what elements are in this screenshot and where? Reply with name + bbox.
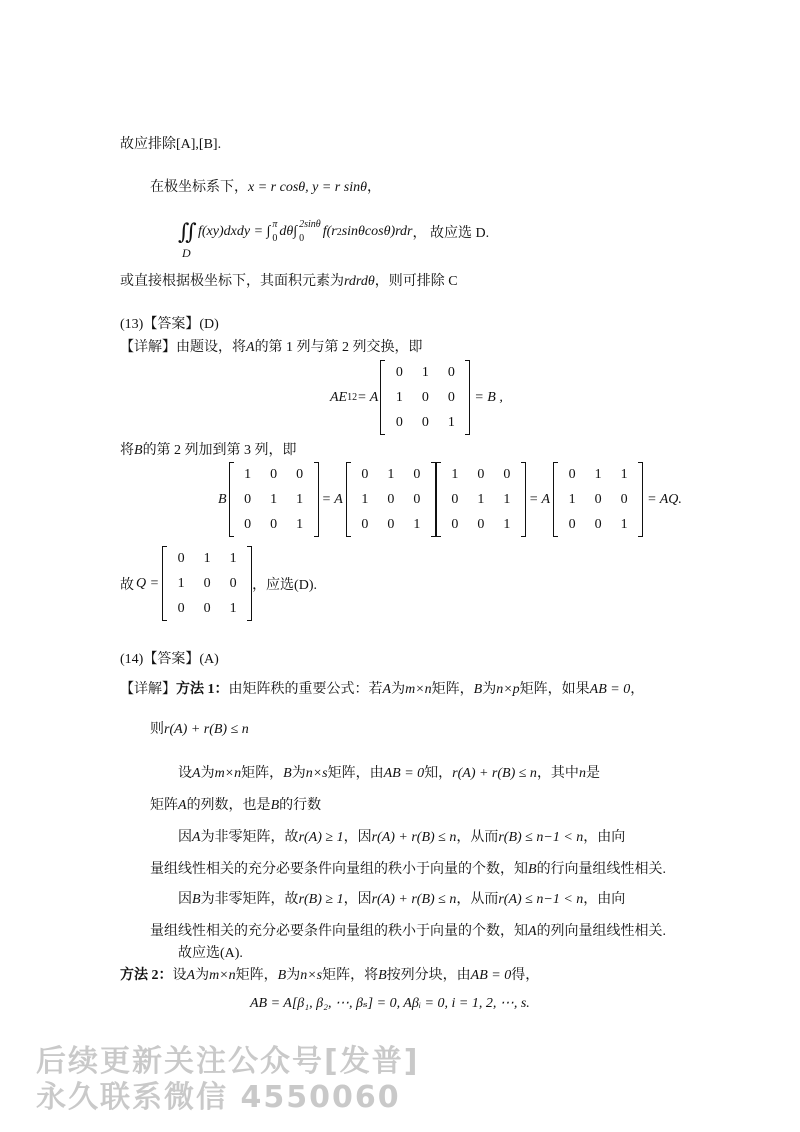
matrix-cell: 1: [177, 575, 185, 591]
answer-heading: (13)【答案】(D): [120, 317, 219, 332]
text: 的列数，也是: [186, 798, 271, 813]
matrix-cell: 1: [503, 491, 511, 507]
text: 【详解】由题设，将: [120, 340, 246, 355]
var: n×s: [300, 968, 323, 983]
matrix-cell: 1: [229, 550, 237, 566]
text-line: 故应排除[A],[B].: [120, 137, 222, 152]
matrix-cell: 1: [229, 600, 237, 616]
text: 的第 1 列与第 2 列交换，即: [254, 340, 423, 355]
formula: r(B) ≤ n−1 < n: [498, 830, 584, 845]
matrix-cell: 1: [296, 516, 304, 532]
text-line: [150, 796, 321, 816]
var: B: [283, 766, 292, 781]
text: ，因: [343, 830, 372, 845]
formula: Q =: [136, 575, 160, 591]
text: 的行向量组线性相关.: [536, 862, 667, 877]
text: 量组线性相关的充分必要条件向量组的秩小于向量的个数，知: [150, 924, 528, 939]
matrix-cell: 1: [395, 389, 403, 405]
var: A: [186, 968, 196, 983]
matrix-cell: 0: [421, 389, 429, 405]
text: ， 故应选 D.: [412, 226, 490, 241]
formula: = A: [321, 491, 343, 507]
method-label: 方法 1：: [176, 682, 229, 697]
text: 在极坐标系下，: [150, 180, 248, 195]
formula: r(A) ≤ n−1 < n: [498, 892, 584, 907]
answer-heading: (14)【答案】(A): [120, 652, 219, 667]
text: 矩阵，: [241, 766, 284, 781]
formula: = AQ.: [647, 491, 682, 507]
text: 因: [178, 830, 192, 845]
matrix-cell: 1: [620, 466, 628, 482]
matrix-cell: 1: [447, 414, 455, 430]
text: 由矩阵秩的重要公式：若: [228, 682, 383, 697]
var: B: [378, 968, 387, 983]
matrix-cell: 1: [620, 516, 628, 532]
formula: AB = 0: [470, 968, 512, 983]
matrix-cell: 0: [229, 575, 237, 591]
text: 得，: [511, 968, 540, 983]
subscript: 12: [347, 392, 358, 403]
matrix-cell: 0: [503, 466, 511, 482]
text: 矩阵，由: [327, 766, 384, 781]
var: A: [178, 798, 187, 813]
matrix-cell: 0: [477, 516, 485, 532]
matrix-cell: 0: [413, 466, 421, 482]
text: 为: [482, 682, 497, 697]
formula: r(A) + r(B) ≤ n: [371, 830, 457, 845]
text-line: [178, 764, 600, 784]
formula: r(A) ≥ 1: [298, 830, 344, 845]
var: m×n: [405, 682, 432, 697]
text: ，则可排除 C: [374, 274, 458, 289]
text: 则: [150, 722, 164, 737]
matrix-cell: 0: [244, 491, 252, 507]
var: A: [382, 682, 392, 697]
text: ，从而: [456, 830, 499, 845]
matrix-cell: 1: [387, 466, 395, 482]
text: ，: [366, 180, 381, 195]
formula: rdrdθ: [344, 274, 375, 289]
matrix-cell: 0: [620, 491, 628, 507]
matrix-cell: 1: [296, 491, 304, 507]
formula: sinθcosθ)rdr: [341, 224, 413, 239]
text: 的第 2 列加到第 3 列，即: [142, 443, 297, 458]
method-label: 方法 2：: [120, 968, 173, 983]
formula: r(A) + r(B) ≤ n: [452, 766, 537, 781]
text-line: [150, 720, 249, 740]
matrix-equation: [218, 462, 682, 537]
exponent: 2: [336, 226, 342, 238]
text: 设: [172, 968, 187, 983]
matrix-cell: 0: [177, 550, 185, 566]
matrix-cell: 0: [270, 466, 278, 482]
text: 为: [286, 968, 301, 983]
formula: x = r cosθ, y = r sinθ: [248, 180, 367, 195]
var: B: [277, 968, 287, 983]
matrix-cell: 0: [594, 491, 602, 507]
text-line: [178, 828, 625, 848]
text: 将: [120, 443, 134, 458]
matrix-m4: [553, 462, 643, 537]
text: 设: [178, 766, 192, 781]
text: 或直接根据极坐标下，其面积元素为: [120, 274, 344, 289]
text-line: [120, 680, 644, 700]
matrix-cell: 0: [203, 600, 211, 616]
text-line: [150, 178, 381, 198]
matrix-q: [162, 546, 252, 621]
var: n×s: [305, 766, 328, 781]
matrix-cell: 1: [270, 491, 278, 507]
region-label: D: [182, 246, 191, 260]
matrix-cell: 0: [387, 491, 395, 507]
matrix-cell: 0: [270, 516, 278, 532]
matrix-cell: 1: [244, 466, 252, 482]
formula: r(A) + r(B) ≤ n: [371, 892, 457, 907]
text: 为: [291, 766, 306, 781]
var: A: [192, 766, 201, 781]
var: B: [192, 892, 201, 907]
double-integral-sign: ∬: [178, 219, 197, 244]
var: m×n: [214, 766, 242, 781]
matrix-cell: 0: [395, 414, 403, 430]
text: ，从而: [456, 892, 499, 907]
text: ，: [630, 682, 645, 697]
text: 为: [391, 682, 406, 697]
matrix-cell: 1: [477, 491, 485, 507]
matrix-m2: [346, 462, 436, 537]
text: 【详解】: [120, 682, 176, 697]
text: 知，: [424, 766, 453, 781]
text: 量组线性相关的充分必要条件向量组的秩小于向量的个数，知: [150, 862, 528, 877]
matrix-m1: [229, 462, 319, 537]
matrix-cell: 1: [503, 516, 511, 532]
var: m×n: [209, 968, 236, 983]
var: n×p: [496, 682, 520, 697]
matrix-cell: 0: [568, 466, 576, 482]
var: A: [192, 830, 201, 845]
formula: r(A) + r(B) ≤ n: [164, 722, 249, 737]
upper-limit: π: [272, 219, 278, 230]
formula: = A: [357, 389, 379, 405]
var: A: [246, 340, 255, 355]
matrix-cell: 1: [421, 364, 429, 380]
formula: f(xy)dxdy = ∫: [198, 224, 271, 239]
matrix-cell: 0: [387, 516, 395, 532]
matrix-cell: 0: [477, 466, 485, 482]
text-line: [150, 922, 666, 942]
matrix-cell: 0: [361, 516, 369, 532]
text: 的行数: [279, 798, 322, 813]
watermark-line: 永久联系微信 4550060: [36, 1080, 401, 1115]
matrix-cell: 0: [451, 516, 459, 532]
formula: = B ,: [474, 389, 503, 405]
matrix-cell: 0: [421, 414, 429, 430]
text-line: [120, 338, 423, 358]
text: 按列分块，由: [386, 968, 471, 983]
matrix-cell: 0: [594, 516, 602, 532]
text: 为: [195, 968, 210, 983]
text-line: [120, 441, 297, 461]
watermark-line: 后续更新关注公众号[发普]: [36, 1044, 420, 1079]
text-line: [120, 966, 539, 986]
text: 矩阵，如果: [519, 682, 590, 697]
text-line: [150, 860, 666, 880]
matrix-equation: [120, 546, 317, 621]
matrix-cell: 0: [451, 491, 459, 507]
var: A: [528, 924, 537, 939]
matrix-cell: 1: [413, 516, 421, 532]
var: n: [578, 766, 586, 781]
matrix-cell: 1: [568, 491, 576, 507]
matrix-cell: 0: [296, 466, 304, 482]
text: 矩阵，: [235, 968, 278, 983]
matrix-cell: 1: [203, 550, 211, 566]
matrix-cell: 1: [451, 466, 459, 482]
integral-equation: [178, 218, 490, 260]
formula-line: AB = A[β₁, β₂, ⋯, βₛ] = 0, Aβᵢ = 0, i = 1, 2, ⋯, s.: [250, 996, 530, 1011]
formula: = A: [528, 491, 551, 507]
var: B: [134, 443, 143, 458]
text: 矩阵，将: [322, 968, 379, 983]
var: AB = 0: [383, 766, 425, 781]
matrix-m3: [436, 462, 526, 537]
matrix-cell: 0: [177, 600, 185, 616]
matrix-cell: 0: [413, 491, 421, 507]
matrix-cell: 0: [203, 575, 211, 591]
lower-limit: 0: [272, 233, 278, 244]
formula: AE: [330, 389, 348, 405]
var: AB = 0: [589, 682, 631, 697]
text: ，应选(D).: [252, 577, 317, 593]
text: 矩阵: [150, 798, 178, 813]
text: 矩阵，: [431, 682, 474, 697]
formula: B: [218, 491, 227, 507]
formula: r(B) ≥ 1: [298, 892, 344, 907]
text-line: [120, 272, 458, 292]
var: B: [473, 682, 483, 697]
text-line: 故应选(A).: [178, 946, 243, 961]
text: 是: [585, 766, 600, 781]
matrix-cell: 1: [594, 466, 602, 482]
text: 为非零矩阵，故: [200, 892, 299, 907]
text: 为非零矩阵，故: [200, 830, 299, 845]
text: ，由向: [583, 892, 626, 907]
matrix-equation: [330, 360, 503, 435]
matrix-e12: [380, 360, 470, 435]
text: 故: [120, 577, 134, 593]
text: 为: [200, 766, 215, 781]
text: ，其中: [536, 766, 579, 781]
text: ，由向: [583, 830, 626, 845]
matrix-cell: 0: [447, 389, 455, 405]
text: 因: [178, 892, 192, 907]
lower-limit: 0: [299, 233, 305, 244]
matrix-cell: 1: [361, 491, 369, 507]
text-line: [178, 890, 625, 910]
matrix-cell: 0: [361, 466, 369, 482]
matrix-cell: 0: [568, 516, 576, 532]
var: B: [528, 862, 537, 877]
matrix-cell: 0: [244, 516, 252, 532]
text: ，因: [343, 892, 372, 907]
matrix-cell: 0: [395, 364, 403, 380]
text: 的列向量组线性相关.: [536, 924, 667, 939]
formula: dθ∫: [279, 224, 298, 239]
matrix-cell: 0: [447, 364, 455, 380]
var: B: [270, 798, 280, 813]
formula: f(r: [322, 224, 337, 239]
upper-limit: 2sinθ: [299, 219, 321, 230]
